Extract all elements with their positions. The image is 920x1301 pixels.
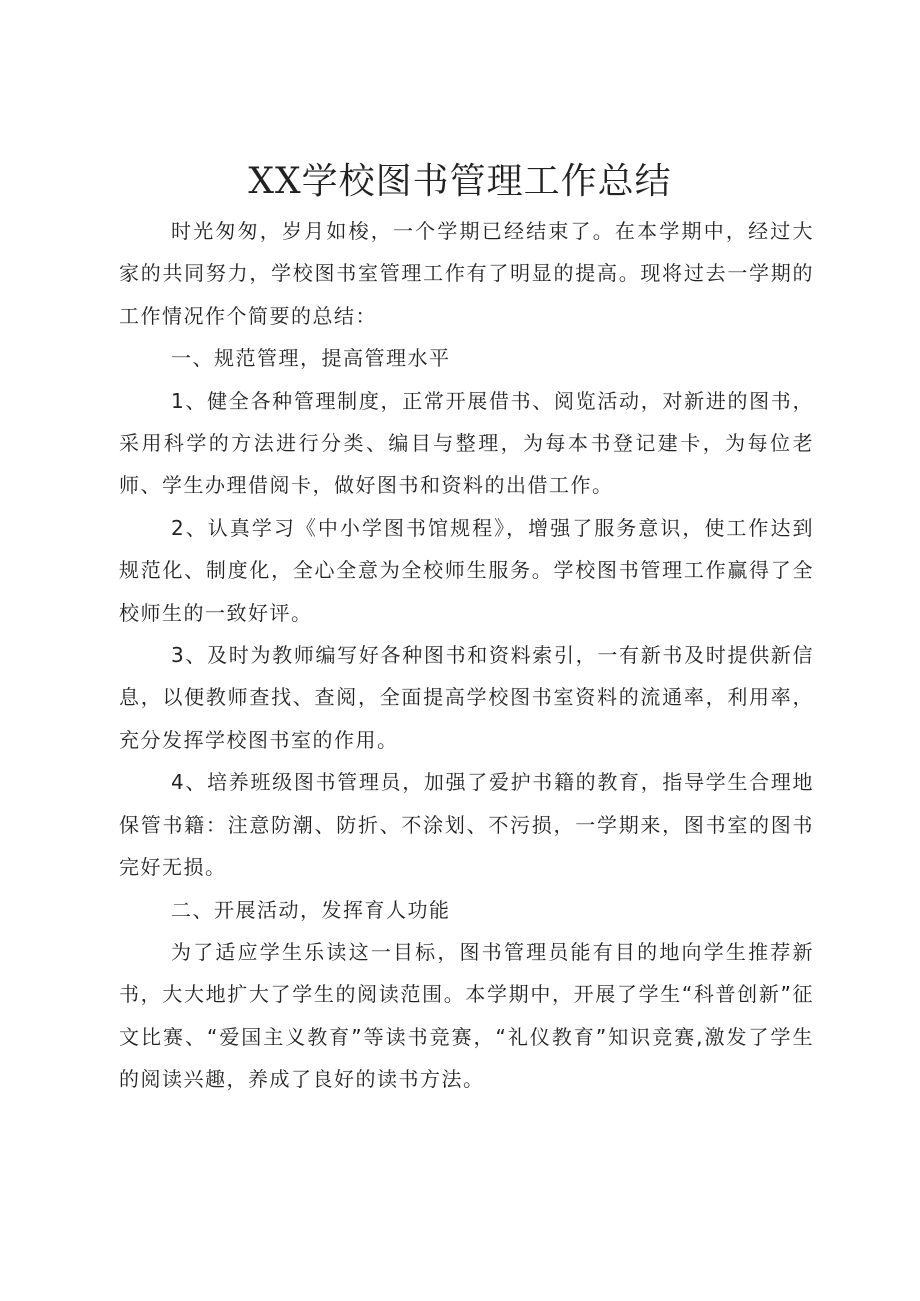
paragraph-item-2: 2、认真学习《中小学图书馆规程》，增强了服务意识，使工作达到规范化、制度化，全心全意为全校师生服务。学校图书管理工作赢得了全校师生的一致好评。 [119,515,814,625]
paragraph-item-1: 1、健全各种管理制度，正常开展借书、阅览活动，对新进的图书，采用科学的方法进行分类、编目与整理，为每本书登记建卡，为每位老师、学生办理借阅卡，做好图书和资料的出借工作。 [119,388,814,498]
paragraph-intro: 时光匆匆，岁月如梭，一个学期已经结束了。在本学期中，经过大家的共同努力，学校图书室管理工作有了明显的提高。现将过去一学期的工作情况作个简要的总结： [119,219,814,328]
section-heading-2: 二、开展活动，发挥育人功能 [171,897,451,922]
paragraph-activities: 为了适应学生乐读这一目标，图书管理员能有目的地向学生推荐新书，大大地扩大了学生的阅读范围。本学期中，开展了学生“科普创新”征文比赛、“爱国主义教育”等读书竞赛，“礼仪教育”知识竞赛,激发了学生的阅读兴趣，养成了良好的读书方法。 [119,939,814,1092]
section-heading-1: 一、规范管理，提高管理水平 [171,346,451,371]
paragraph-item-3: 3、及时为教师编写好各种图书和资料索引，一有新书及时提供新信息，以便教师查找、查阅，全面提高学校图书室资料的流通率，利用率，充分发挥学校图书室的作用。 [119,643,814,752]
paragraph-item-4: 4、培养班级图书管理员，加强了爱护书籍的教育，指导学生合理地保管书籍：注意防潮、防折、不涂划、不污损，一学期来，图书室的图书完好无损。 [119,770,814,880]
document-body [119,210,814,1101]
document-title: XX学校图书管理工作总结 [248,161,672,202]
